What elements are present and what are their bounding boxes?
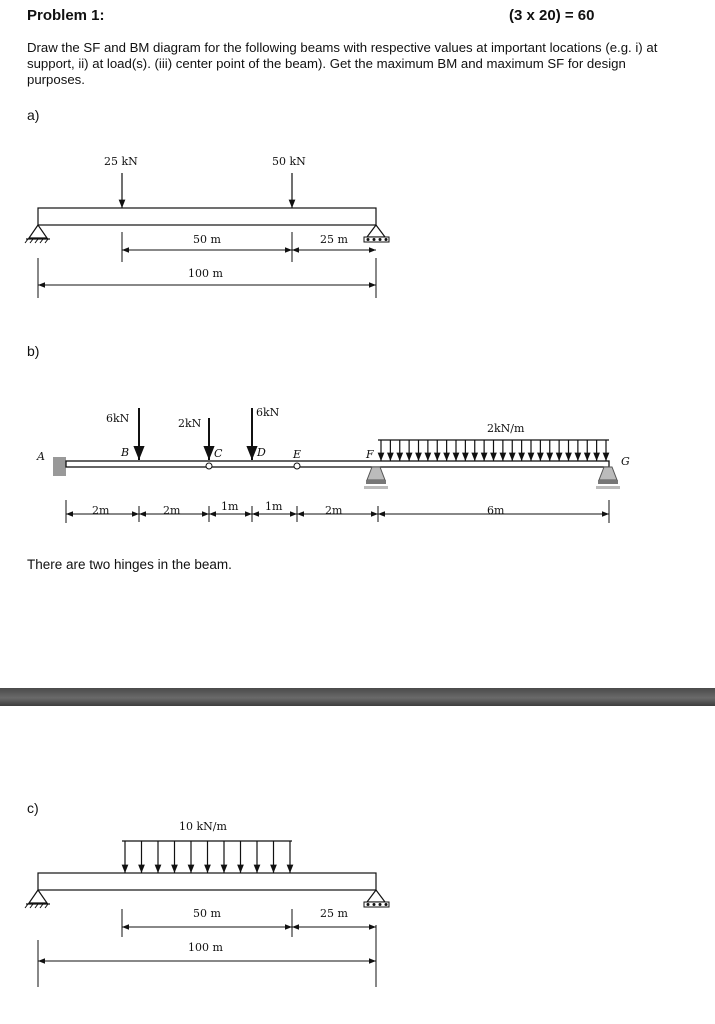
beam-b-support-g bbox=[596, 467, 620, 489]
beam-a-dim-1: 50 m bbox=[193, 233, 221, 246]
beam-c-udl-label: 10 kN/m bbox=[179, 820, 227, 833]
beam-b-dim-3: 1m bbox=[221, 500, 239, 513]
beam-b-load-1-label: 6kN bbox=[106, 412, 130, 425]
point-g-label: G bbox=[621, 455, 630, 468]
point-b-label: B bbox=[121, 446, 130, 459]
beam-b-fixed-support bbox=[53, 457, 66, 476]
beam-a-pin-support bbox=[25, 225, 50, 243]
part-c-label: c) bbox=[27, 800, 39, 816]
beam-c-dim-3: 100 m bbox=[188, 941, 223, 954]
beam-a-dim-3: 100 m bbox=[188, 267, 223, 280]
beam-c-dim-2: 25 m bbox=[320, 907, 348, 920]
point-f-label: F bbox=[366, 448, 374, 461]
beam-b-load-3-label: 6kN bbox=[256, 406, 280, 419]
beam-c-pin-support bbox=[25, 890, 50, 908]
beam-c-diagram bbox=[0, 815, 715, 995]
point-e-label: E bbox=[293, 448, 302, 461]
beam-b-dim-1: 2m bbox=[92, 504, 110, 517]
beam-b-udl-label: 2kN/m bbox=[487, 422, 525, 435]
problem-marks: (3 x 20) = 60 bbox=[509, 7, 595, 24]
part-a-label: a) bbox=[27, 107, 40, 123]
beam-b-support-f bbox=[364, 467, 388, 489]
beam-b-udl-arrows bbox=[381, 440, 606, 461]
beam-b-dim-4: 1m bbox=[265, 500, 283, 513]
beam-a bbox=[38, 208, 376, 225]
beam-b-hinge-c bbox=[206, 463, 212, 469]
part-b-label: b) bbox=[27, 343, 40, 359]
beam-b-hinge-e bbox=[294, 463, 300, 469]
page-separator bbox=[0, 688, 715, 706]
point-a-label: A bbox=[37, 450, 45, 463]
beam-a-roller-support bbox=[364, 225, 389, 242]
beam-c-roller-support bbox=[364, 890, 389, 907]
problem-title: Problem 1: bbox=[27, 7, 105, 24]
problem-instructions: Draw the SF and BM diagram for the following beams with respective values at important locations (e.g. i) at support, ii) at load(s). (iii) center point of the beam). Get the maximum BM and maximum SF for design purposes. bbox=[27, 40, 658, 87]
hinge-note: There are two hinges in the beam. bbox=[27, 557, 232, 572]
beam-a-diagram bbox=[0, 140, 715, 310]
beam-a-load-1-label: 25 kN bbox=[104, 155, 138, 168]
beam-b-load-2-label: 2kN bbox=[178, 417, 202, 430]
beam-a-load-2-label: 50 kN bbox=[272, 155, 306, 168]
beam-c-udl-arrows bbox=[125, 841, 290, 873]
beam-b-dim-5: 2m bbox=[325, 504, 343, 517]
point-c-label: C bbox=[214, 447, 223, 460]
beam-c bbox=[38, 873, 376, 890]
beam-b bbox=[66, 461, 609, 467]
beam-a-dim-2: 25 m bbox=[320, 233, 348, 246]
beam-c-dim-1: 50 m bbox=[193, 907, 221, 920]
beam-b-dim-2: 2m bbox=[163, 504, 181, 517]
point-d-label: D bbox=[257, 446, 266, 459]
beam-b-diagram bbox=[0, 400, 715, 530]
beam-b-dim-6: 6m bbox=[487, 504, 505, 517]
